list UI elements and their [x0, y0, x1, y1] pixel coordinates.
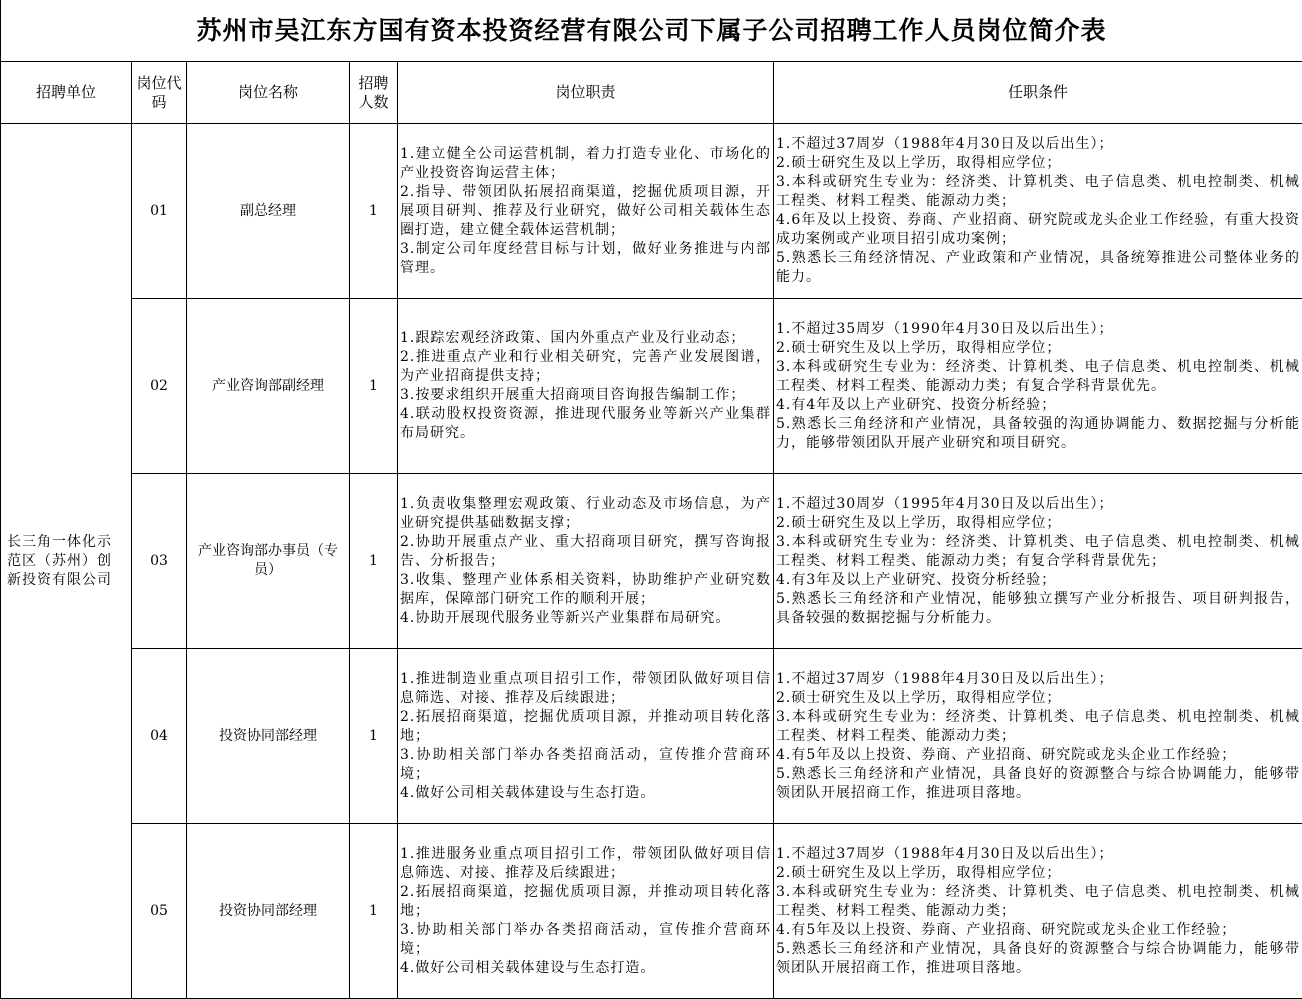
table-row [1, 299, 1302, 474]
requirement-item: 1.不超过30周岁（1995年4月30日及以后出生）； [776, 495, 1300, 514]
headcount: 1 [350, 124, 398, 299]
duty-item: 1.负责收集整理宏观政策、行业动态及市场信息，为产业研究提供基础数据支撑； [400, 495, 771, 533]
requirement-item: 5.熟悉长三角经济和产业情况，具备良好的资源整合与综合协调能力，能够带领团队开展招商工作，推进项目落地。 [776, 765, 1300, 803]
requirement-item: 2.硕士研究生及以上学历，取得相应学位； [776, 154, 1300, 173]
header-unit: 招聘单位 [1, 62, 132, 124]
requirement-item: 2.硕士研究生及以上学历，取得相应学位； [776, 689, 1300, 708]
position-code: 05 [132, 824, 187, 999]
headcount: 1 [350, 649, 398, 824]
duty-item: 3.按要求组织开展重大招商项目咨询报告编制工作； [400, 386, 771, 405]
requirement-item: 2.硕士研究生及以上学历，取得相应学位； [776, 339, 1300, 358]
duty-item: 3.协助相关部门举办各类招商活动，宣传推介营商环境； [400, 746, 771, 784]
duty-item: 2.拓展招商渠道，挖掘优质项目源，并推动项目转化落地； [400, 708, 771, 746]
requirement-item: 4.6年及以上投资、券商、产业招商、研究院或龙头企业工作经验，有重大投资成功案例或产业项目招引成功案例； [776, 211, 1300, 249]
duty-item: 1.推进服务业重点项目招引工作，带领团队做好项目信息筛选、对接、推荐及后续跟进； [400, 845, 771, 883]
page-title: 苏州市吴江东方国有资本投资经营有限公司下属子公司招聘工作人员岗位简介表 [1, 0, 1302, 62]
requirement-item: 3.本科或研究生专业为：经济类、计算机类、电子信息类、机电控制类、机械工程类、材料工程类、能源动力类； [776, 173, 1300, 211]
position-code: 03 [132, 474, 187, 649]
header-row [1, 62, 1302, 124]
headcount: 1 [350, 474, 398, 649]
requirements-cell [774, 124, 1302, 299]
recruiting-unit: 长三角一体化示范区（苏州）创新投资有限公司 [1, 124, 132, 999]
requirement-item: 4.有5年及以上投资、券商、产业招商、研究院或龙头企业工作经验； [776, 921, 1300, 940]
position-name: 投资协同部经理 [187, 649, 350, 824]
duty-item: 1.推进制造业重点项目招引工作，带领团队做好项目信息筛选、对接、推荐及后续跟进； [400, 670, 771, 708]
requirement-item: 4.有3年及以上产业研究、投资分析经验； [776, 571, 1300, 590]
header-name: 岗位名称 [187, 62, 350, 124]
duty-item: 4.做好公司相关载体建设与生态打造。 [400, 959, 771, 978]
header-duties: 岗位职责 [398, 62, 774, 124]
table-row [1, 649, 1302, 824]
requirement-item: 4.有4年及以上产业研究、投资分析经验； [776, 396, 1300, 415]
requirements-cell [774, 299, 1302, 474]
requirements-cell [774, 649, 1302, 824]
requirement-item: 1.不超过37周岁（1988年4月30日及以后出生）； [776, 845, 1300, 864]
requirement-item: 2.硕士研究生及以上学历，取得相应学位； [776, 864, 1300, 883]
duties-cell [398, 649, 774, 824]
position-code: 01 [132, 124, 187, 299]
position-name: 投资协同部经理 [187, 824, 350, 999]
position-code: 02 [132, 299, 187, 474]
header-code: 岗位代码 [132, 62, 187, 124]
headcount: 1 [350, 299, 398, 474]
duties-cell [398, 124, 774, 299]
duty-item: 1.跟踪宏观经济政策、国内外重点产业及行业动态； [400, 329, 771, 348]
table-row [1, 474, 1302, 649]
requirements-cell [774, 824, 1302, 999]
position-name: 产业咨询部办事员（专员） [187, 474, 350, 649]
header-count: 招聘人数 [350, 62, 398, 124]
requirement-item: 3.本科或研究生专业为：经济类、计算机类、电子信息类、机电控制类、机械工程类、材料工程类、能源动力类； [776, 708, 1300, 746]
duty-item: 3.协助相关部门举办各类招商活动，宣传推介营商环境； [400, 921, 771, 959]
duty-item: 4.联动股权投资资源，推进现代服务业等新兴产业集群布局研究。 [400, 405, 771, 443]
duty-item: 3.收集、整理产业体系相关资料，协助维护产业研究数据库，保障部门研究工作的顺利开展； [400, 571, 771, 609]
duties-cell [398, 474, 774, 649]
requirement-item: 5.熟悉长三角经济和产业情况，具备较强的沟通协调能力、数据挖掘与分析能力，能够带领团队开展产业研究和项目研究。 [776, 415, 1300, 453]
header-requirements: 任职条件 [774, 62, 1302, 124]
position-name: 产业咨询部副经理 [187, 299, 350, 474]
duties-cell [398, 824, 774, 999]
requirement-item: 3.本科或研究生专业为：经济类、计算机类、电子信息类、机电控制类、机械工程类、材料工程类、能源动力类；有复合学科背景优先； [776, 533, 1300, 571]
requirement-item: 2.硕士研究生及以上学历，取得相应学位； [776, 514, 1300, 533]
duty-item: 2.拓展招商渠道，挖掘优质项目源，并推动项目转化落地； [400, 883, 771, 921]
duty-item: 1.建立健全公司运营机制，着力打造专业化、市场化的产业投资咨询运营主体； [400, 145, 771, 183]
duty-item: 4.做好公司相关载体建设与生态打造。 [400, 784, 771, 803]
duty-item: 2.协助开展重点产业、重大招商项目研究，撰写咨询报告、分析报告； [400, 533, 771, 571]
duty-item: 2.推进重点产业和行业相关研究，完善产业发展图谱，为产业招商提供支持； [400, 348, 771, 386]
requirement-item: 4.有5年及以上投资、券商、产业招商、研究院或龙头企业工作经验； [776, 746, 1300, 765]
requirement-item: 5.熟悉长三角经济和产业情况，具备良好的资源整合与综合协调能力，能够带领团队开展招商工作，推进项目落地。 [776, 940, 1300, 978]
requirement-item: 1.不超过37周岁（1988年4月30日及以后出生）； [776, 135, 1300, 154]
requirement-item: 5.熟悉长三角经济情况、产业政策和产业情况，具备统筹推进公司整体业务的能力。 [776, 249, 1300, 287]
position-code: 04 [132, 649, 187, 824]
duties-cell [398, 299, 774, 474]
requirements-cell [774, 474, 1302, 649]
requirement-item: 3.本科或研究生专业为：经济类、计算机类、电子信息类、机电控制类、机械工程类、材料工程类、能源动力类；有复合学科背景优先。 [776, 358, 1300, 396]
requirement-item: 3.本科或研究生专业为：经济类、计算机类、电子信息类、机电控制类、机械工程类、材料工程类、能源动力类； [776, 883, 1300, 921]
duty-item: 4.协助开展现代服务业等新兴产业集群布局研究。 [400, 609, 771, 628]
headcount: 1 [350, 824, 398, 999]
requirement-item: 5.熟悉长三角经济和产业情况，能够独立撰写产业分析报告、项目研判报告，具备较强的数据挖掘与分析能力。 [776, 590, 1300, 628]
position-name: 副总经理 [187, 124, 350, 299]
requirement-item: 1.不超过37周岁（1988年4月30日及以后出生）； [776, 670, 1300, 689]
table-row [1, 824, 1302, 999]
table-row [1, 124, 1302, 299]
duty-item: 3.制定公司年度经营目标与计划，做好业务推进与内部管理。 [400, 240, 771, 278]
requirement-item: 1.不超过35周岁（1990年4月30日及以后出生）； [776, 320, 1300, 339]
duty-item: 2.指导、带领团队拓展招商渠道，挖掘优质项目源，开展项目研判、推荐及行业研究，做好公司相关载体生态圈打造，建立健全载体运营机制； [400, 183, 771, 240]
